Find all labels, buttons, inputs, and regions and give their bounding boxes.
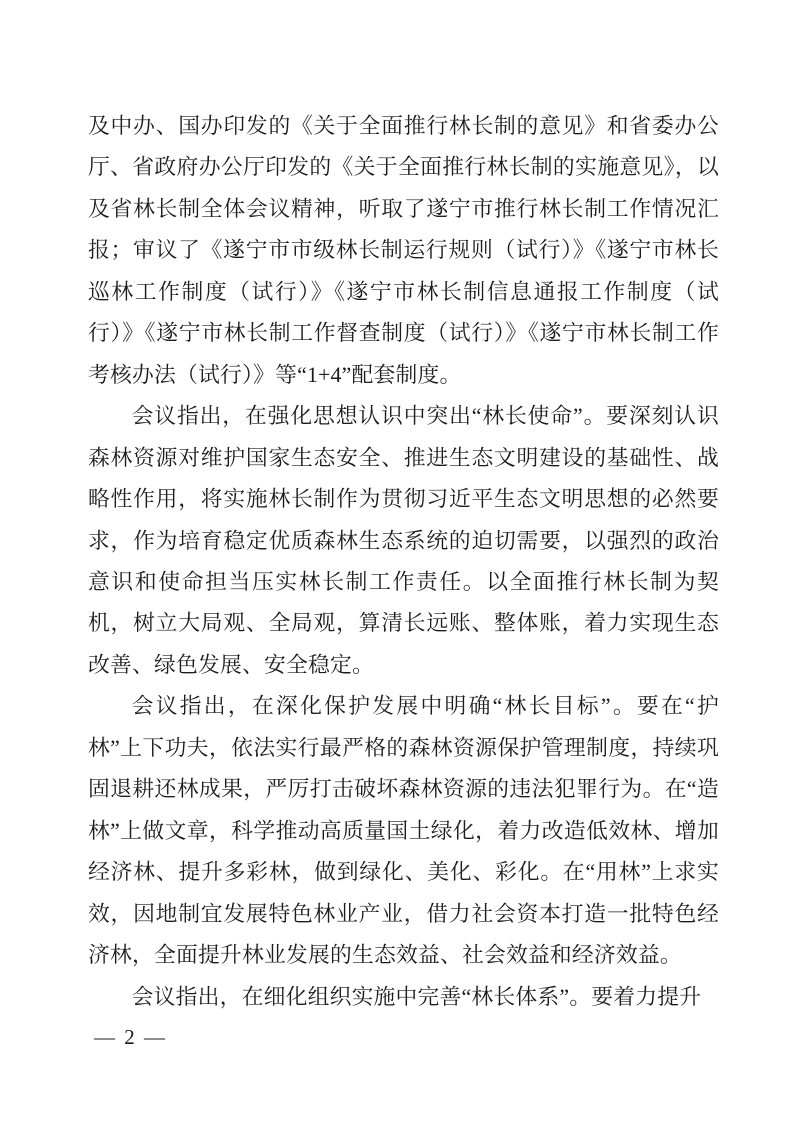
paragraph: 会议指出，在细化组织实施中完善“林长体系”。要着力提升	[131, 984, 702, 1009]
page-number: — 2 —	[94, 1025, 167, 1049]
paragraph: 会议指出，在强化思想认识中突出“林长使命”。要深刻认识森林资源对维护国家生态安全、推进生态文明建设的基础性、战略性作用，将实施林长制作为贯彻习近平生态文明思想的必然要求，作为培育稳定优质森林生态系统的迫切需要，以强烈的政治意识和使命担当压实林长制工作责任。以全面推行林长制为契机，树立大局观、全局观，算清长远账、整体账，着力实现生态改善、绿色发展、安全稳定。	[88, 404, 719, 677]
paragraph: 及中办、国办印发的《关于全面推行林长制的意见》和省委办公厅、省政府办公厅印发的《关于全面推行林长制的实施意见》，以及省林长制全体会议精神，听取了遂宁市推行林长制工作情况汇报；审议了《遂宁市市级林长制运行规则（试行）》《遂宁市林长巡林工作制度（试行）》《遂宁市林长制信息通报工作制度（试行）》《遂宁市林长制工作督查制度（试行）》《遂宁市林长制工作考核办法（试行）》等“1+4”配套制度。	[88, 114, 719, 387]
paragraph: 会议指出，在深化保护发展中明确“林长目标”。要在“护林”上下功夫，依法实行最严格的森林资源保护管理制度，持续巩固退耕还林成果，严厉打击破坏森林资源的违法犯罪行为。在“造林”上做文章，科学推动高质量国土绿化，着力改造低效林、增加经济林、提升多彩林，做到绿化、美化、彩化。在“用林”上求实效，因地制宜发展特色林业产业，借力社会资本打造一批特色经济林，全面提升林业发展的生态效益、社会效益和经济效益。	[88, 694, 719, 968]
document-body	[88, 106, 719, 1018]
